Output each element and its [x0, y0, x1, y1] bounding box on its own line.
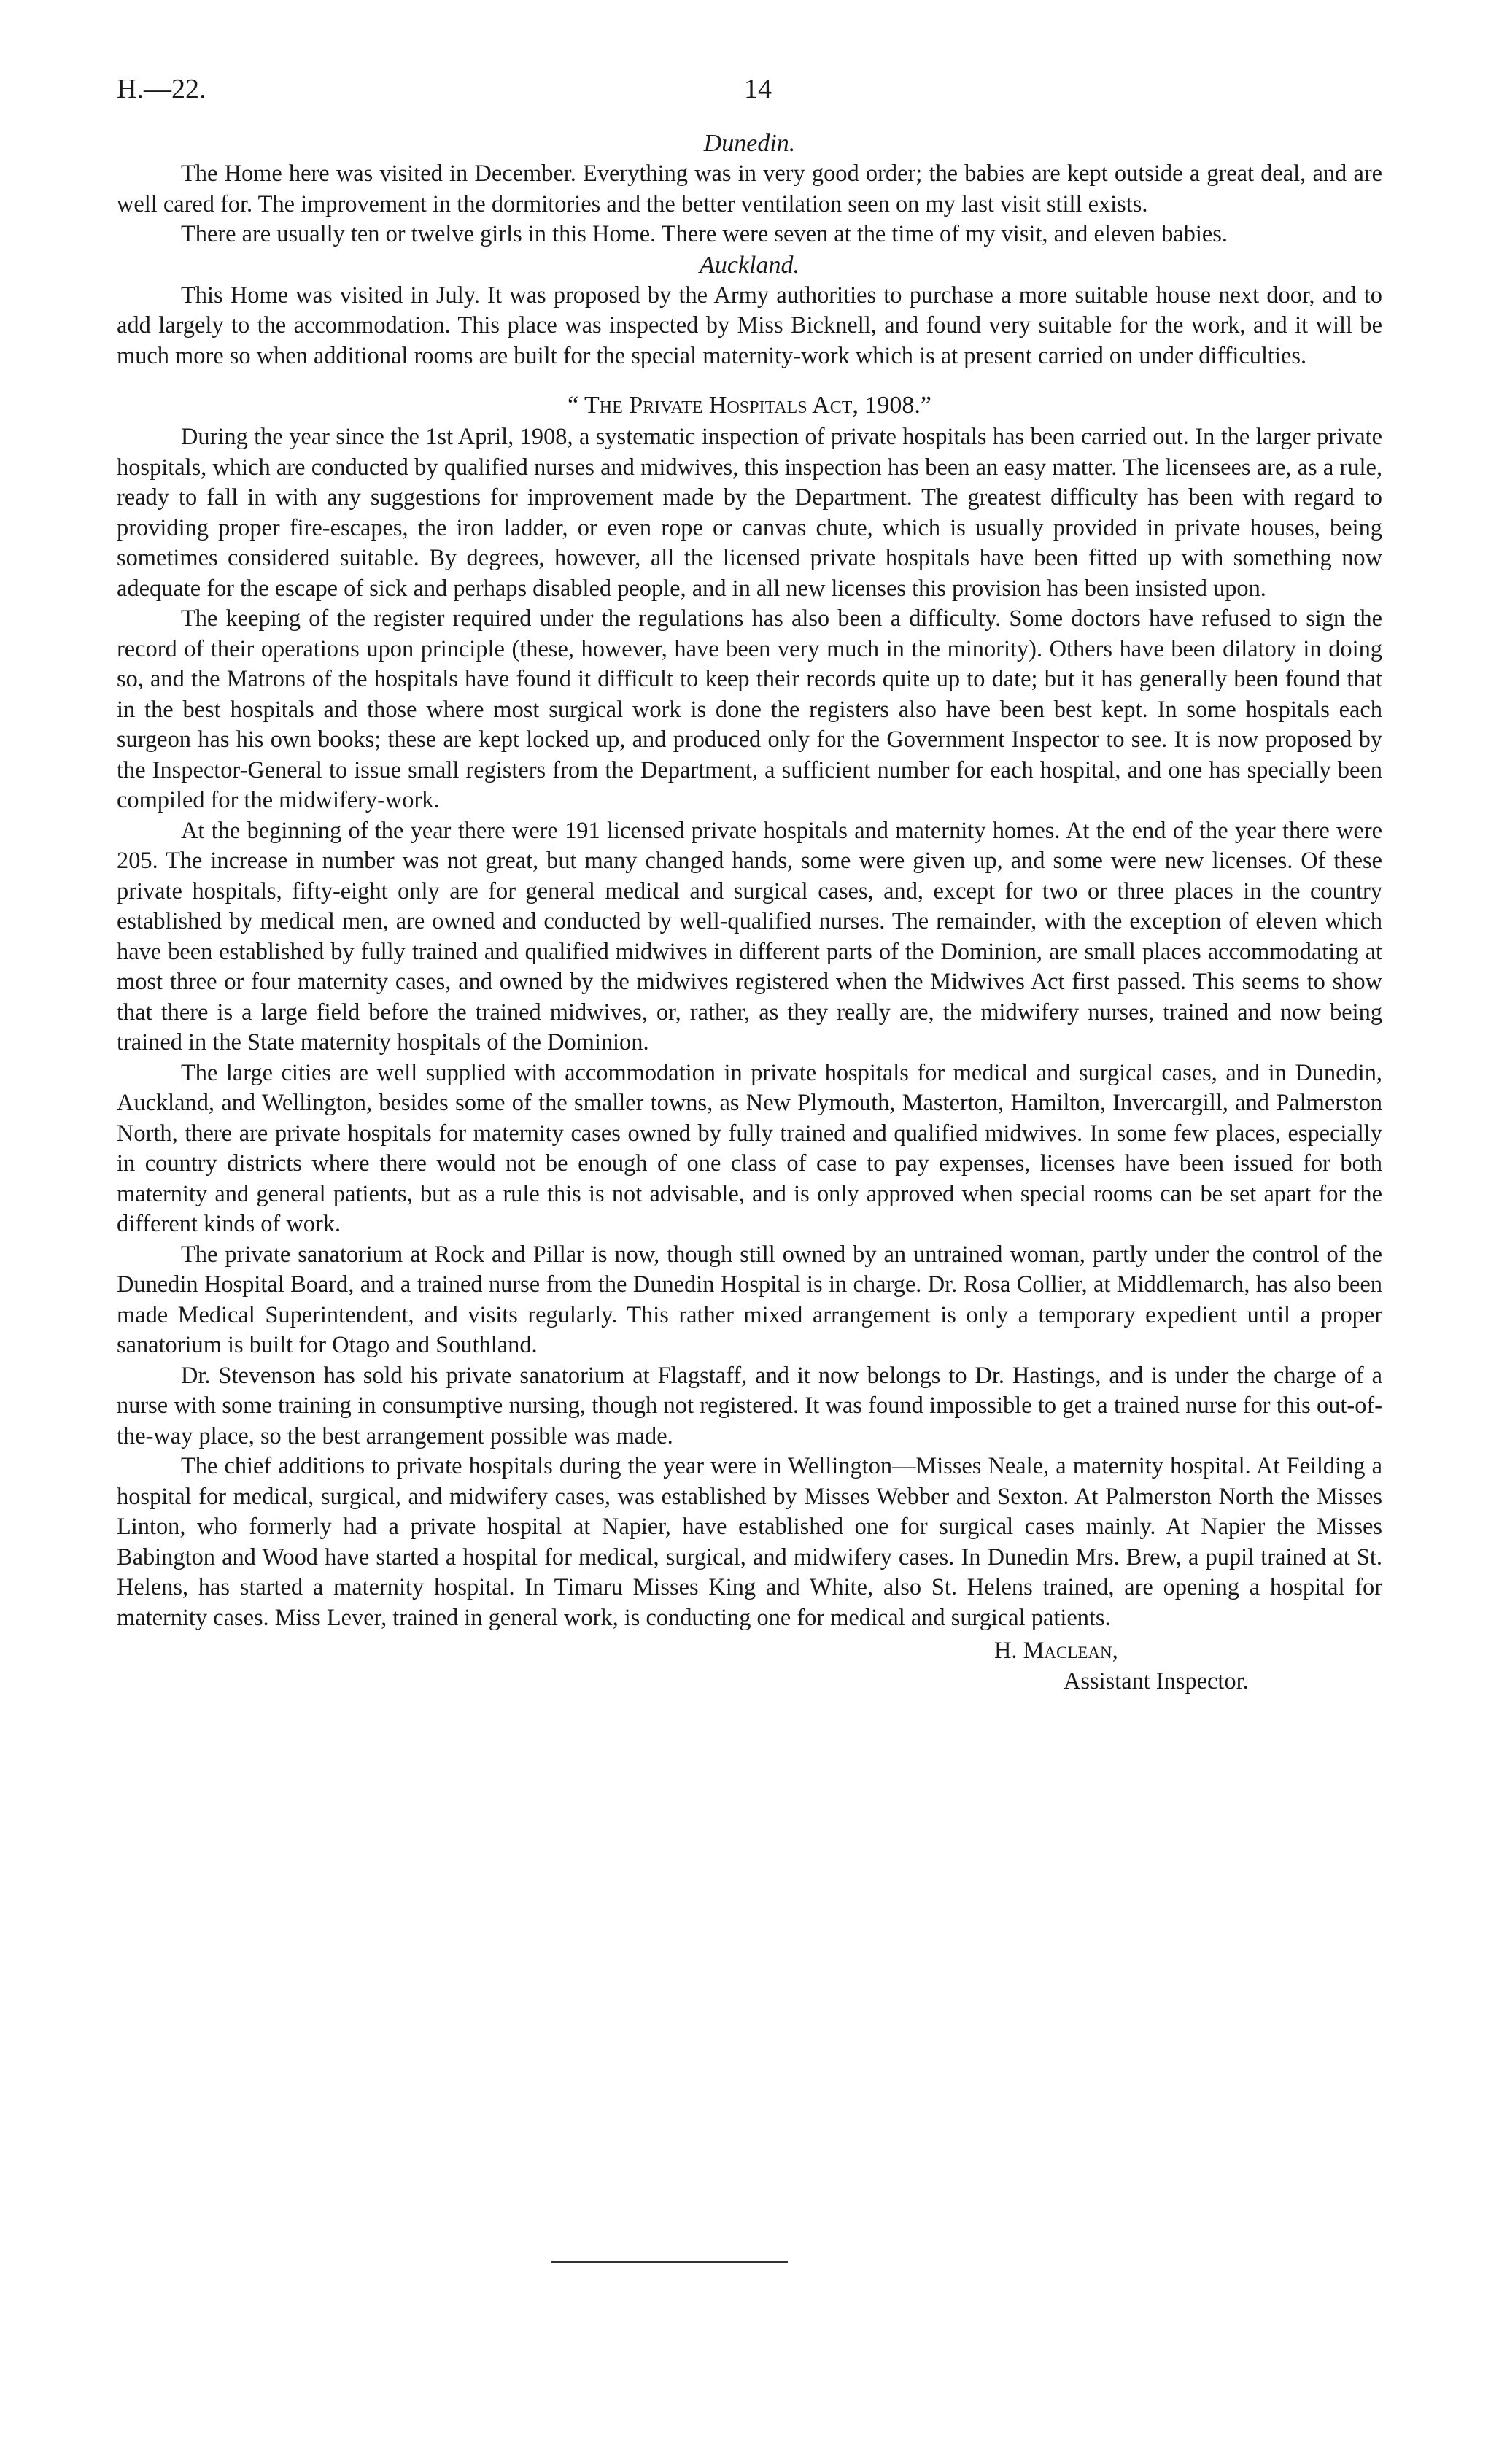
private-hospitals-paragraph-5: The private sanatorium at Rock and Pillar is now, though still owned by an untrained woman, partly under the control of the Dunedin Hospital Board, and a trained nurse from the Dunedin Hospital is in charge. Dr. Rosa Collier, at Middlemarch, has also been made Medical Superintendent, and visits regularly. This rather mixed arrangement is only a temporary expedient until a proper sanatorium is built for Otago and Southland.: [117, 1241, 1382, 1358]
dunedin-paragraph-1: The Home here was visited in December. Everything was in very good order; the babies are kept outside a great deal, and are well cared for. The improvement in the dormitories and the better ventilation seen on my last visit still exists.: [117, 160, 1382, 217]
private-hospitals-paragraph-6: Dr. Stevenson has sold his private sanatorium at Flagstaff, and it now belongs to Dr. Hastings, and is under the charge of a nurse with some training in consumptive nursing, though not registered. It was found impossible to get a trained nurse for this out-of-the-way place, so the best arrangement possible was made.: [117, 1362, 1382, 1449]
private-hospitals-paragraph-4: The large cities are well supplied with accommodation in private hospitals for medical and surgical cases, and in Dunedin, Auckland, and Wellington, besides some of the smaller towns, as New Plymouth, Masterton, Hamilton, Invercargill, and Palmerston North, there are private hospitals for maternity cases owned by fully trained and qualified midwives. In some few places, especially in country districts where there would not be enough of one class of case to pay expenses, licenses have been issued for both maternity and general patients, but as a rule this is not advisable, and is only approved when special rooms can be set apart for the different kinds of work.: [117, 1059, 1382, 1237]
private-hospitals-section: [117, 390, 1382, 1633]
document-page: [117, 73, 1382, 1697]
dunedin-section: [117, 128, 1382, 250]
dunedin-paragraph-2: There are usually ten or twelve girls in this Home. There were seven at the time of my visit, and eleven babies.: [181, 221, 1228, 247]
private-hospitals-paragraph-7: The chief additions to private hospitals during the year were in Wellington—Misses Neale, a maternity hospital. At Feilding a hospital for medical, surgical, and midwifery cases, was established by Misses Webber and Sexton. At Palmerston North the Misses Linton, who formerly had a private hospital at Napier, have established one for surgical cases mainly. At Napier the Misses Babington and Wood have started a hospital for medical, surgical, and midwifery cases. In Dunedin Mrs. Brew, a pupil trained at St. Helens, has started a maternity hospital. In Timaru Misses King and White, also St. Helens trained, are opening a hospital for maternity cases. Miss Lever, trained in general work, is conducting one for medical and surgical patients.: [117, 1453, 1382, 1631]
auckland-section: [117, 250, 1382, 372]
auckland-heading: Auckland.: [700, 251, 799, 279]
auckland-paragraph-1: This Home was visited in July. It was proposed by the Army authorities to purchase a more suitable house next door, and to add largely to the accommodation. This place was inspected by Miss Bicknell, and found very suitable for the work, and it will be much more so when additional rooms are built for the special maternity-work which is at present carried on under difficulties.: [117, 282, 1382, 369]
signatory-title: Assistant Inspector.: [1064, 1667, 1249, 1694]
report-reference: H.—22.: [117, 74, 206, 104]
signature-block: [994, 1636, 1382, 1697]
private-hospitals-paragraph-1: During the year since the 1st April, 1908, a systematic inspection of private hospitals has been carried out. In the larger private hospitals, which are conducted by qualified nurses and midwives, this inspection has been an easy matter. The licensees are, as a rule, ready to fall in with any suggestions for improvement made by the Department. The greatest difficulty has been with regard to providing proper fire-escapes, the iron ladder, or even rope or canvas chute, which is usually provided in private houses, being sometimes considered suitable. By degrees, however, all the licensed private hospitals have been fitted up with something now adequate for the escape of sick and perhaps disabled people, and in all new licenses this provision has been insisted upon.: [117, 424, 1382, 602]
closing-divider: [551, 2261, 788, 2263]
private-hospitals-act-heading: “ The Private Hospitals Act, 1908.”: [568, 392, 931, 419]
page-header: [117, 73, 1382, 124]
signatory-name: H. Maclean,: [994, 1638, 1118, 1664]
dunedin-heading: Dunedin.: [703, 130, 796, 157]
page-number: 14: [744, 74, 772, 104]
private-hospitals-paragraph-2: The keeping of the register required under the regulations has also been a difficulty. Some doctors have refused to sign the record of their operations upon principle (these, however, have been very much in the minority). Others have been dilatory in doing so, and the Matrons of the hospitals have found it difficult to keep their records quite up to date; but it has generally been found that in the best hospitals and those where most surgical work is done the registers also have been best kept. In some hospitals each surgeon has his own books; these are kept locked up, and produced only for the Government Inspector to see. It is now proposed by the Inspector-General to issue small registers from the Department, a sufficient number for each hospital, and one has specially been compiled for the midwifery-work.: [117, 605, 1382, 813]
private-hospitals-paragraph-3: At the beginning of the year there were 191 licensed private hospitals and maternity homes. At the end of the year there were 205. The increase in number was not great, but many changed hands, some were given up, and some were new licenses. Of these private hospitals, fifty-eight only are for general medical and surgical cases, and, except for two or three places in the country established by medical men, are owned and conducted by well-qualified nurses. The remainder, with the exception of eleven which have been established by fully trained and qualified midwives in different parts of the Dominion, are small places accommodating at most three or four maternity cases, and owned by the midwives registered when the Midwives Act first passed. This seems to show that there is a large field before the trained midwives, or, rather, as they really are, the midwifery nurses, trained and now being trained in the State maternity hospitals of the Dominion.: [117, 817, 1382, 1055]
